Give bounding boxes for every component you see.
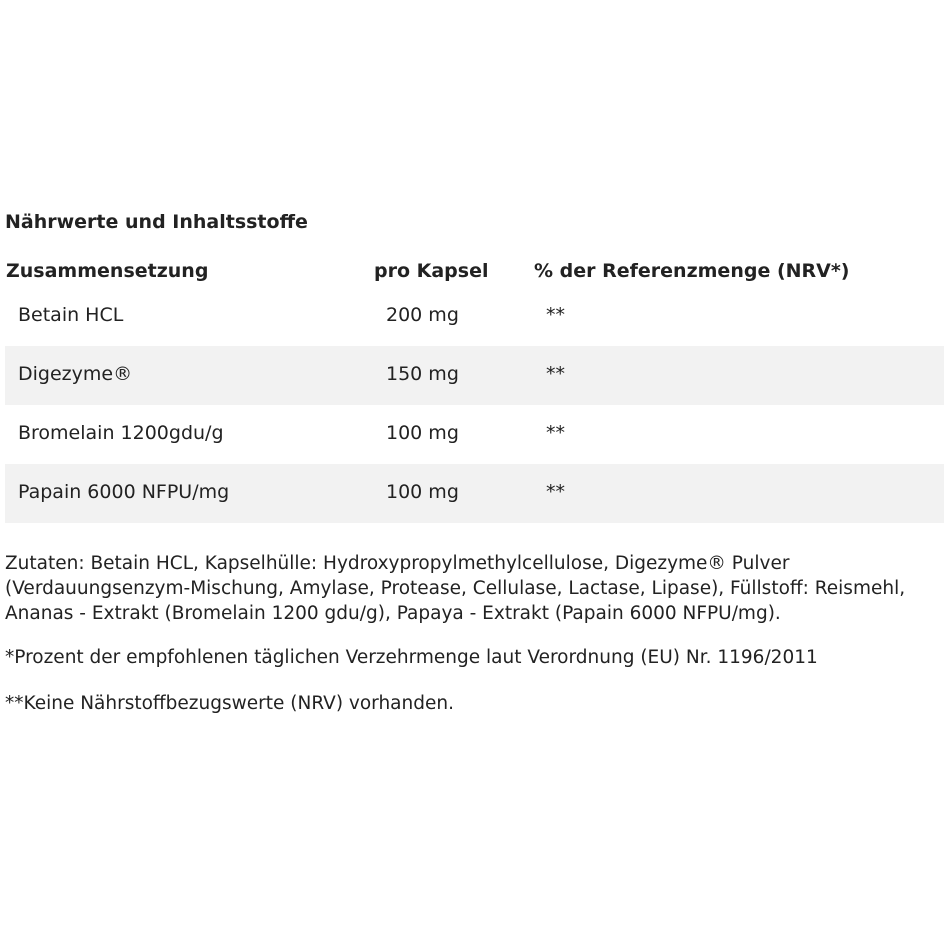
table-row: [5, 464, 944, 523]
row-nrv: **: [546, 481, 565, 503]
page-title: Nährwerte und Inhaltsstoffe: [5, 211, 308, 233]
table-body: [5, 287, 944, 523]
row-amount: 100 mg: [386, 422, 459, 444]
row-nrv: **: [546, 422, 565, 444]
footnote-no-nrv: **Keine Nährstoffbezugswerte (NRV) vorhanden.: [5, 693, 454, 714]
footnote-nrv-definition: *Prozent der empfohlenen täglichen Verzehrmenge laut Verordnung (EU) Nr. 1196/2011: [5, 647, 818, 668]
row-name: Bromelain 1200gdu/g: [18, 422, 224, 444]
ingredients-text: [5, 551, 944, 626]
table-row: [5, 346, 944, 405]
header-per-capsule: pro Kapsel: [374, 260, 489, 282]
table-row: [5, 287, 944, 346]
nutrition-table: [5, 257, 944, 523]
table-header: [5, 257, 944, 287]
row-name: Papain 6000 NFPU/mg: [18, 481, 230, 503]
ingredients-line: (Verdauungsenzym-Mischung, Amylase, Protease, Cellulase, Lactase, Lipase), Füllstoff: Reismehl,: [5, 578, 906, 599]
row-nrv: **: [546, 363, 565, 385]
header-composition: Zusammensetzung: [6, 260, 209, 282]
row-amount: 150 mg: [386, 363, 459, 385]
ingredients-line: Ananas - Extrakt (Bromelain 1200 gdu/g), Papaya - Extrakt (Papain 6000 NFPU/mg).: [5, 603, 781, 624]
ingredients-line: Zutaten: Betain HCL, Kapselhülle: Hydroxypropylmethylcellulose, Digezyme® Pulver: [5, 553, 790, 574]
row-name: Digezyme®: [18, 363, 133, 385]
row-name: Betain HCL: [18, 304, 124, 326]
table-row: [5, 405, 944, 464]
row-amount: 200 mg: [386, 304, 459, 326]
row-amount: 100 mg: [386, 481, 459, 503]
header-nrv: % der Referenzmenge (NRV*): [534, 260, 850, 282]
row-nrv: **: [546, 304, 565, 326]
